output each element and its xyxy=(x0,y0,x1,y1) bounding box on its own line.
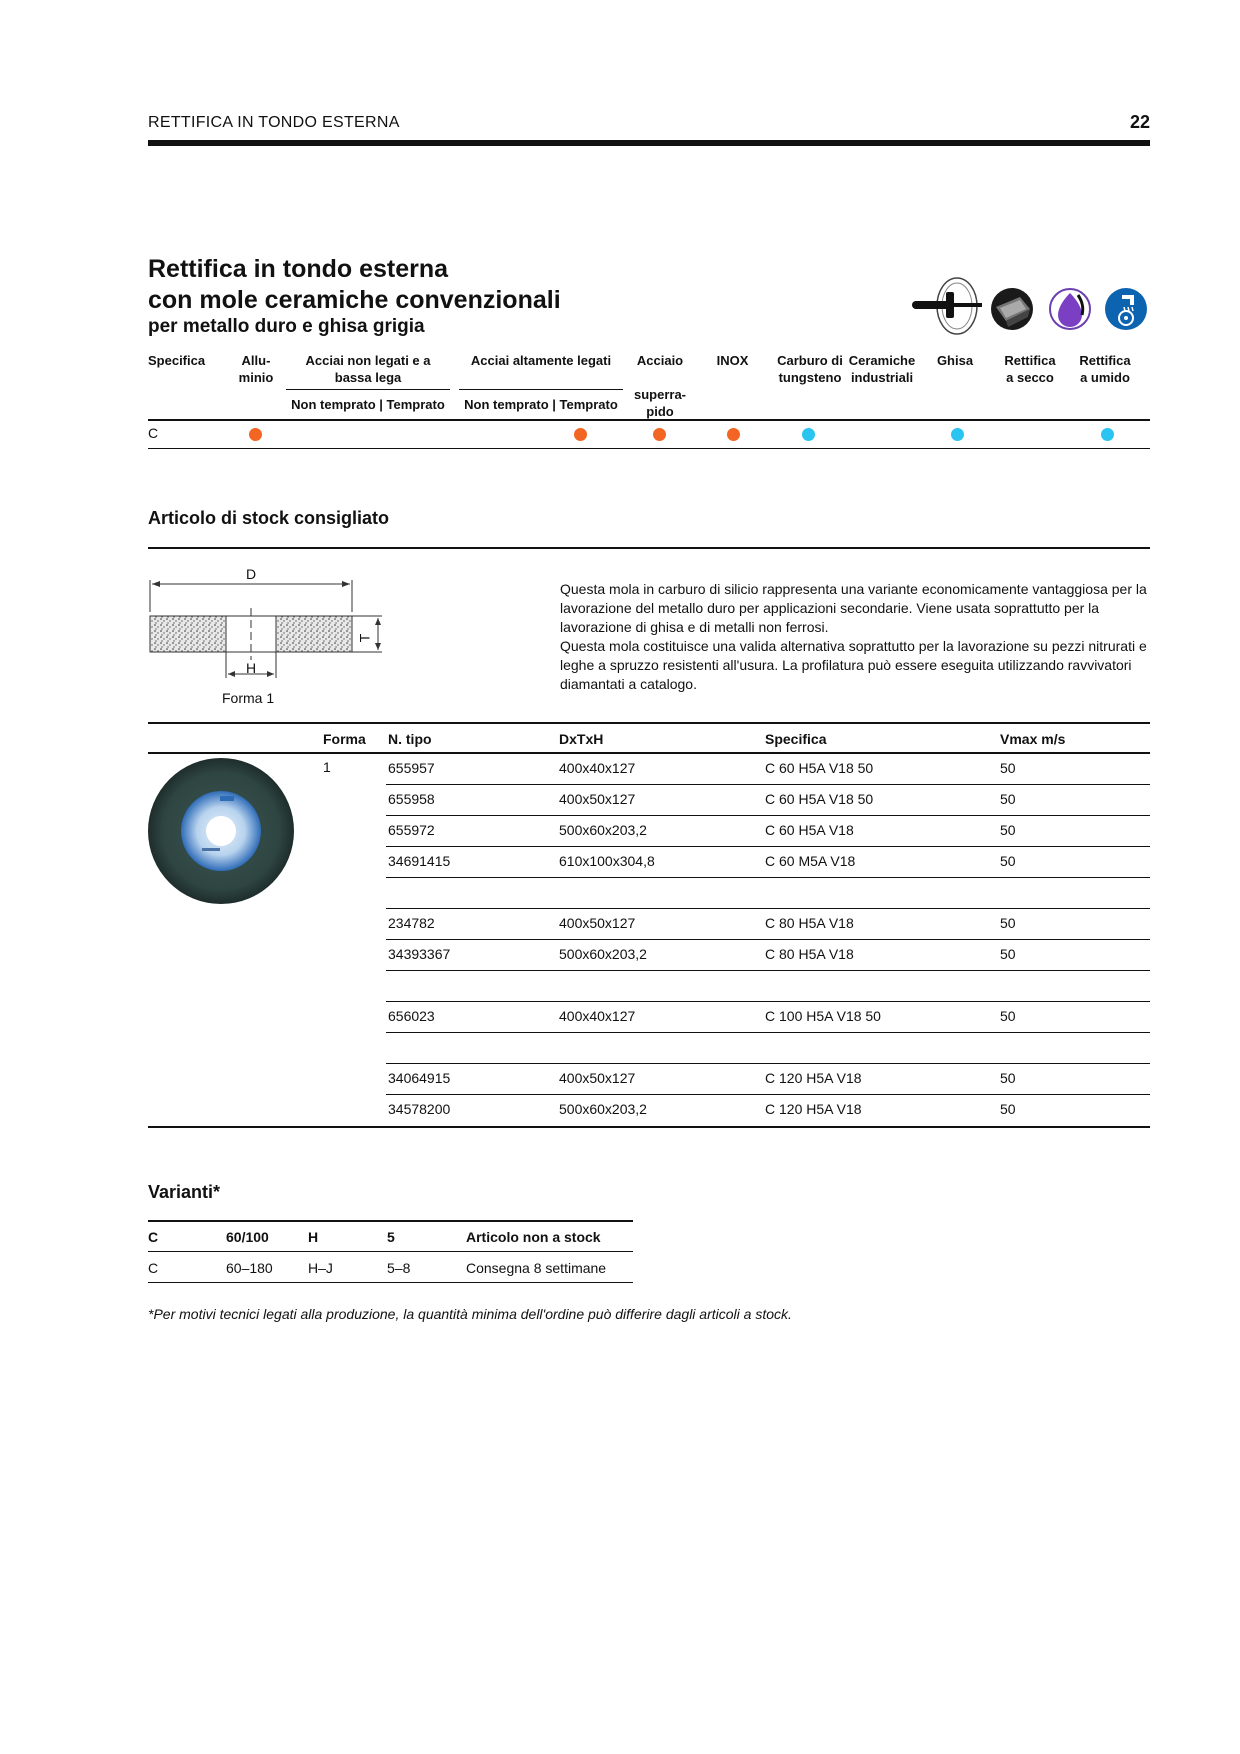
spec-table-rule xyxy=(148,448,1150,449)
product-row-divider xyxy=(386,1094,1150,1095)
description-paragraph-2: Questa mola costituisce una valida alternativa soprattutto per la lavorazione su pezzi nitrurati e leghe a spruzzo resistenti all'usura. La profilatura può essere eseguita utilizzando ravvivatori diamantati a catalogo. xyxy=(560,638,1147,692)
product-row-spec: C 80 H5A V18 xyxy=(765,946,854,962)
description-paragraph-1: Questa mola in carburo di silicio rappresenta una variante economicamente vantaggiosa per la lavorazione del metallo duro per applicazioni secondarie. Viene usata soprattutto per la lavorazione di ghisa e di metalli non ferrosi. xyxy=(560,581,1147,635)
page-title xyxy=(148,254,561,316)
product-row-divider xyxy=(386,939,1150,940)
spec-header-rettifica-umido: Rettifica a umido xyxy=(1079,353,1131,385)
product-row-spec: C 100 H5A V18 50 xyxy=(765,1008,881,1024)
product-row-divider xyxy=(386,1032,1150,1033)
product-row-dim: 400x40x127 xyxy=(559,760,636,776)
product-table-top-rule xyxy=(148,722,1150,724)
product-row-vmax: 50 xyxy=(1000,946,1016,962)
page-number: 22 xyxy=(1129,112,1150,132)
spec-dot-acciaio-superrapido xyxy=(653,428,666,441)
product-row-divider xyxy=(386,1063,1150,1064)
product-row-dim: 400x50x127 xyxy=(559,1070,636,1086)
product-header-tipo: N. tipo xyxy=(388,731,432,747)
product-row-tipo: 655958 xyxy=(388,791,435,807)
spec-header-acciai-bassa-lega: Acciai non legati e a bassa lega xyxy=(305,353,431,385)
product-table-header-rule xyxy=(148,752,1150,754)
spec-dot-acciai-alti-legati-temprato xyxy=(574,428,587,441)
spec-header-alluminio: Allu- minio xyxy=(238,353,274,385)
diagram-caption: Forma 1 xyxy=(222,690,275,706)
variants-section-title: Varianti* xyxy=(148,1182,221,1202)
variants-row-structure: 5–8 xyxy=(387,1260,411,1276)
spec-table-rule xyxy=(148,419,1150,421)
product-row-divider xyxy=(386,846,1150,847)
product-row-spec: C 60 H5A V18 50 xyxy=(765,760,874,776)
product-row-vmax: 50 xyxy=(1000,915,1016,931)
product-row-dim: 400x50x127 xyxy=(559,791,636,807)
product-row-tipo: 34393367 xyxy=(388,946,451,962)
product-header-forma: Forma xyxy=(323,731,366,747)
spec-subheader-alti-legati: Non temprato | Temprato xyxy=(464,397,618,412)
product-row-divider xyxy=(386,908,1150,909)
product-row-tipo: 656023 xyxy=(388,1008,435,1024)
spec-subheader-superrapido: superra- pido xyxy=(633,387,687,419)
product-row-spec: C 120 H5A V18 xyxy=(765,1070,862,1086)
product-forma: 1 xyxy=(323,759,331,775)
wet-grinding-icon xyxy=(1104,287,1148,331)
variants-row-hardness: H–J xyxy=(308,1260,333,1276)
grinding-fluid-icon xyxy=(1048,287,1092,331)
product-row-divider xyxy=(386,877,1150,878)
product-row-dim: 400x50x127 xyxy=(559,915,636,931)
variants-header-grit: 60/100 xyxy=(226,1229,269,1245)
product-row-spec: C 120 H5A V18 xyxy=(765,1101,862,1117)
product-row-tipo: 34578200 xyxy=(388,1101,451,1117)
tungsten-carbide-icon xyxy=(990,287,1034,331)
product-row-spec: C 80 H5A V18 xyxy=(765,915,854,931)
diagram-label-t: T xyxy=(356,633,373,643)
spec-header-rettifica-secco: Rettifica a secco xyxy=(1004,353,1056,385)
product-header-specifica: Specifica xyxy=(765,731,827,747)
spec-header-acciaio: Acciaio xyxy=(636,353,684,368)
spec-dot-rettifica-umido xyxy=(1101,428,1114,441)
variants-header-grain-type: C xyxy=(148,1229,159,1245)
spec-dot-alluminio xyxy=(249,428,262,441)
grinding-wheel-image xyxy=(146,756,296,906)
diagram-label-h: H xyxy=(246,660,257,676)
variants-header-hardness: H xyxy=(308,1229,319,1245)
product-row-vmax: 50 xyxy=(1000,1101,1016,1117)
product-row-dim: 500x60x203,2 xyxy=(559,822,647,838)
spec-row-label: C xyxy=(148,425,159,441)
product-row-dim: 500x60x203,2 xyxy=(559,946,647,962)
product-row-vmax: 50 xyxy=(1000,853,1016,869)
product-row-dim: 610x100x304,8 xyxy=(559,853,655,869)
spec-header-inox: INOX xyxy=(716,353,749,368)
spec-header-ghisa: Ghisa xyxy=(936,353,974,368)
product-table-bottom-rule xyxy=(148,1126,1150,1128)
variants-header-rule xyxy=(148,1251,633,1252)
variants-bottom-rule xyxy=(148,1282,633,1283)
footnote: *Per motivi tecnici legati alla produzione, la quantità minima dell'ordine può differire dagli articoli a stock. xyxy=(148,1306,792,1322)
product-row-vmax: 50 xyxy=(1000,760,1016,776)
product-description xyxy=(560,580,1152,694)
product-row-spec: C 60 H5A V18 xyxy=(765,822,854,838)
product-row-vmax: 50 xyxy=(1000,1008,1016,1024)
product-row-dim: 500x60x203,2 xyxy=(559,1101,647,1117)
spec-dot-inox xyxy=(727,428,740,441)
title-line-2: con mole ceramiche convenzionali xyxy=(148,286,561,314)
diagram-label-d: D xyxy=(246,566,257,582)
variants-row-grain-type: C xyxy=(148,1260,159,1276)
stock-section-rule xyxy=(148,547,1150,549)
variants-header-availability: Articolo non a stock xyxy=(466,1229,601,1245)
variants-row-delivery: Consegna 8 settimane xyxy=(466,1260,607,1276)
variants-row-grit: 60–180 xyxy=(226,1260,273,1276)
spec-header-carburo: Carburo di tungsteno xyxy=(777,353,843,385)
product-row-tipo: 34064915 xyxy=(388,1070,451,1086)
product-row-tipo: 34691415 xyxy=(388,853,451,869)
title-line-1: Rettifica in tondo esterna xyxy=(148,255,449,283)
spec-header-acciai-alti-legati: Acciai altamente legati xyxy=(470,353,612,368)
product-row-spec: C 60 H5A V18 50 xyxy=(765,791,874,807)
product-row-tipo: 655957 xyxy=(388,760,435,776)
spec-dot-ghisa xyxy=(951,428,964,441)
product-row-divider xyxy=(386,970,1150,971)
product-row-vmax: 50 xyxy=(1000,791,1016,807)
product-header-dim: DxTxH xyxy=(559,731,604,747)
spec-dot-carburo-tungsteno xyxy=(802,428,815,441)
product-row-tipo: 655972 xyxy=(388,822,435,838)
product-row-divider xyxy=(386,784,1150,785)
running-header: RETTIFICA IN TONDO ESTERNA xyxy=(148,114,400,131)
product-header-vmax: Vmax m/s xyxy=(1000,731,1066,747)
product-row-vmax: 50 xyxy=(1000,822,1016,838)
cylindrical-grinding-icon xyxy=(910,276,990,336)
spec-subheader-bassa-lega: Non temprato | Temprato xyxy=(291,397,445,412)
page-subtitle: per metallo duro e ghisa grigia xyxy=(148,316,425,337)
product-row-divider xyxy=(386,1001,1150,1002)
product-row-divider xyxy=(386,815,1150,816)
spec-subheader-rule xyxy=(459,389,623,390)
stock-section-title: Articolo di stock consigliato xyxy=(148,508,390,528)
variants-top-rule xyxy=(148,1220,633,1222)
product-row-tipo: 234782 xyxy=(388,915,435,931)
header-rule xyxy=(148,140,1150,146)
product-row-dim: 400x40x127 xyxy=(559,1008,636,1024)
variants-header-structure: 5 xyxy=(387,1229,395,1245)
product-row-vmax: 50 xyxy=(1000,1070,1016,1086)
spec-header-ceramiche: Ceramiche industriali xyxy=(848,353,916,385)
spec-header-specifica: Specifica xyxy=(148,353,206,368)
product-row-spec: C 60 M5A V18 xyxy=(765,853,856,869)
spec-subheader-rule xyxy=(286,389,450,390)
